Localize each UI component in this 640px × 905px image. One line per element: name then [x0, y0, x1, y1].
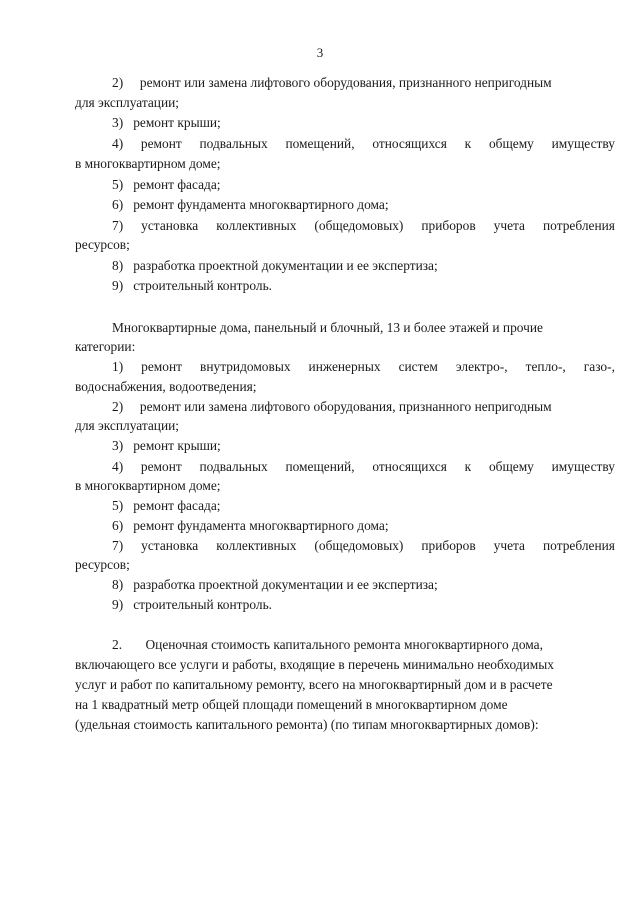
word: (общедомовых): [314, 218, 404, 233]
word: установка: [141, 218, 199, 233]
list1-item8: 8) разработка проектной документации и ее экспертиза;: [112, 258, 438, 273]
word: учета: [493, 218, 525, 233]
list1-item7-line2: ресурсов;: [75, 237, 130, 252]
category-item4-line1: [112, 459, 615, 475]
word: приборов: [421, 538, 476, 553]
section2-line3: услуг и работ по капитальному ремонту, всего на многоквартирный дом и в расчете: [75, 677, 553, 692]
word: к: [464, 136, 472, 151]
word: установка: [141, 538, 199, 553]
category-item4-line2: в многоквартирном доме;: [75, 478, 221, 493]
word: ремонт: [141, 359, 182, 374]
word: к: [464, 459, 472, 474]
word: учета: [493, 538, 525, 553]
category-item9: 9) строительный контроль.: [112, 597, 273, 612]
list1-item5: 5) ремонт фасада;: [112, 177, 221, 192]
category-item3: 3) ремонт крыши;: [112, 438, 221, 453]
category-intro-line2: категории:: [75, 339, 136, 354]
word: тепло-,: [525, 359, 566, 374]
word: коллективных: [216, 218, 297, 233]
category-item5: 5) ремонт фасада;: [112, 498, 221, 513]
word: 7): [112, 538, 124, 553]
list1-item6: 6) ремонт фундамента многоквартирного дома;: [112, 197, 389, 212]
word: 4): [112, 459, 124, 474]
category-item1-line1: [112, 359, 615, 375]
word: 7): [112, 218, 124, 233]
word: подвальных: [199, 136, 268, 151]
word: коллективных: [216, 538, 297, 553]
category-item1-line2: водоснабжения, водоотведения;: [75, 379, 257, 394]
page-number: 3: [316, 45, 324, 60]
word: помещений,: [285, 459, 355, 474]
word: имуществу: [551, 136, 615, 151]
category-item6: 6) ремонт фундамента многоквартирного дома;: [112, 518, 389, 533]
word: относящихся: [372, 136, 447, 151]
list1-item7-line1: [112, 218, 615, 234]
word: внутридомовых: [200, 359, 291, 374]
list1-item3: 3) ремонт крыши;: [112, 115, 221, 130]
section2-line5: (удельная стоимость капитального ремонта) (по типам многоквартирных домов):: [75, 717, 539, 732]
word: ремонт: [140, 136, 182, 151]
word: 1): [112, 359, 124, 374]
word: 4): [112, 136, 124, 151]
list1-item4-line1: [112, 136, 615, 152]
word: относящихся: [372, 459, 447, 474]
word: общему: [488, 136, 534, 151]
word: приборов: [421, 218, 476, 233]
word: помещений,: [285, 136, 355, 151]
word: потребления: [543, 218, 615, 233]
list1-item4-line2: в многоквартирном доме;: [75, 156, 221, 171]
word: потребления: [543, 538, 615, 553]
section2-line4: на 1 квадратный метр общей площади помещений в многоквартирном доме: [75, 697, 508, 712]
list1-item9: 9) строительный контроль.: [112, 278, 273, 293]
word: электро-,: [455, 359, 508, 374]
word: систем: [398, 359, 438, 374]
category-item7-line2: ресурсов;: [75, 557, 130, 572]
word: (общедомовых): [314, 538, 404, 553]
word: газо-,: [583, 359, 615, 374]
category-item2-line2: для эксплуатации;: [75, 418, 180, 433]
category-item2-line1: 2) ремонт или замена лифтового оборудования, признанного непригодным: [112, 399, 552, 414]
section2-line2: включающего все услуги и работы, входящие в перечень минимально необходимых: [75, 657, 554, 672]
section2-line1: 2. Оценочная стоимость капитального ремонта многоквартирного дома,: [112, 637, 543, 652]
list1-item2-line1: 2) ремонт или замена лифтового оборудования, признанного непригодным: [112, 75, 552, 90]
word: инженерных: [308, 359, 381, 374]
list1-item2-line2: для эксплуатации;: [75, 95, 180, 110]
category-intro-line1: Многоквартирные дома, панельный и блочный, 13 и более этажей и прочие: [112, 320, 543, 335]
category-item7-line1: [112, 538, 615, 554]
word: общему: [488, 459, 534, 474]
category-item8: 8) разработка проектной документации и ее экспертиза;: [112, 577, 438, 592]
word: ремонт: [140, 459, 182, 474]
word: подвальных: [199, 459, 268, 474]
word: имуществу: [551, 459, 615, 474]
